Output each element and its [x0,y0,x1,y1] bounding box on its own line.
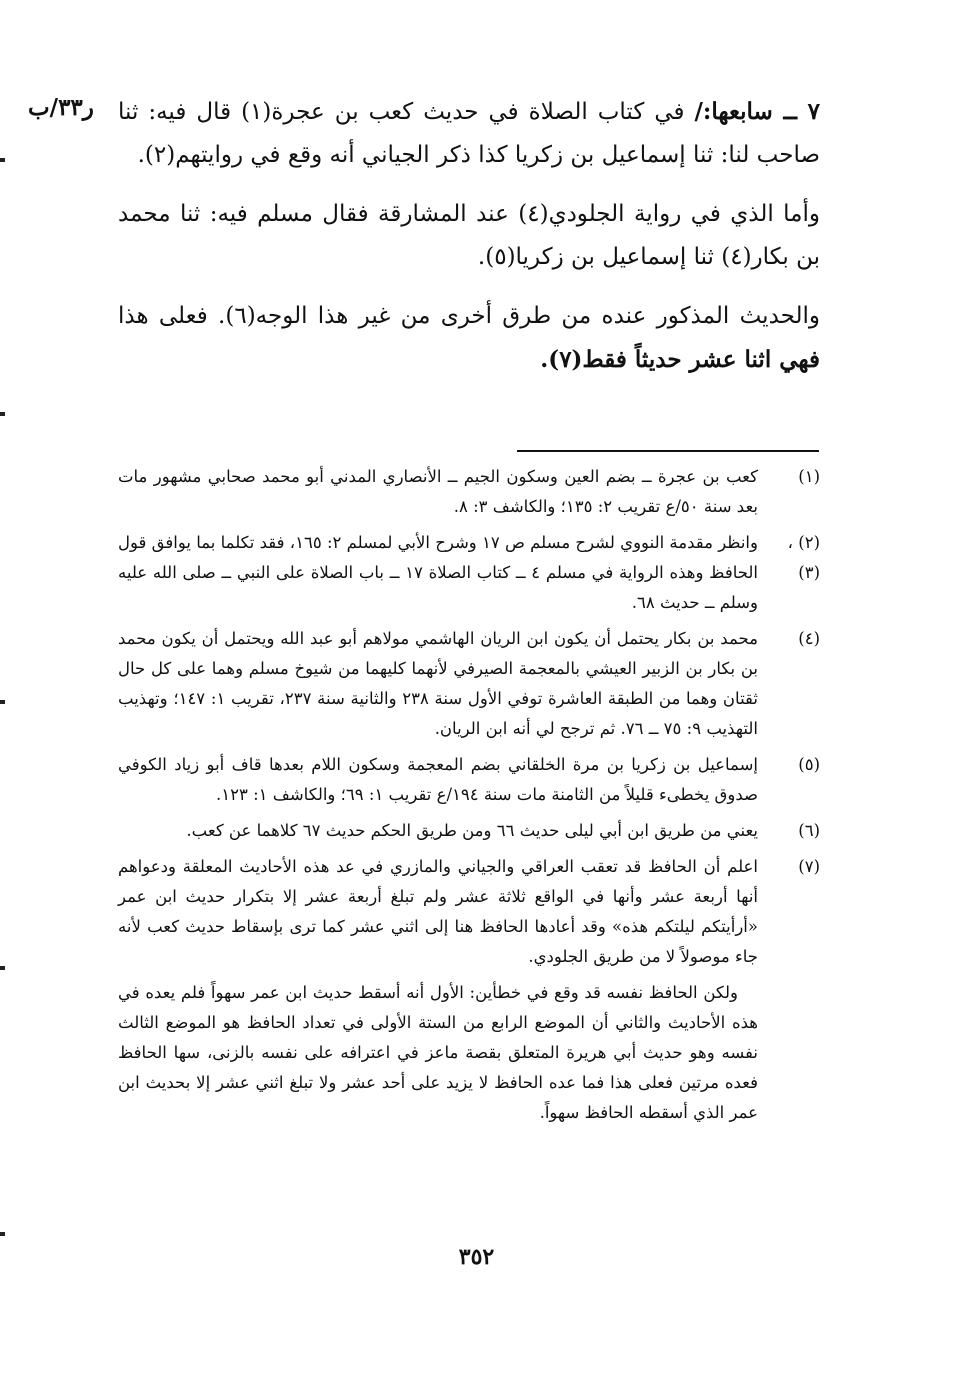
footnote-text: محمد بن بكار يحتمل أن يكون ابن الريان الهاشمي مولاهم أبو عبد الله ويحتمل أن يكون محمد بن بكار بن الزبير العيشي بالمعجمة الصيرفي لأنهما كليهما من شيوخ مسلم وهما على كل حال ثقتان وهما من الطبقة العاشرة توفي الأول سنة ٢٣٨ والثانية سنة ٢٣٧، تقريب ١: ١٤٧؛ وتهذيب التهذيب ٩: ٧٥ ــ ٧٦. ثم ترجح لي أنه ابن الريان. [118,629,758,738]
paragraph-jaloudi [118,193,820,279]
footnote-6 [118,816,820,846]
footnote-separator [517,450,819,452]
footnote-4 [118,624,820,744]
scan-edge-mark [0,158,5,162]
main-text [118,90,820,398]
footnote-number: (٢) ، (٣) [787,533,820,582]
footnote-7 [118,852,820,1128]
footnote-number: (٥) [798,755,820,774]
footnote-text: يعني من طريق ابن أبي ليلى حديث ٦٦ ومن طريق الحكم حديث ٦٧ كلاهما عن كعب. [186,821,758,840]
scan-edge-mark [0,1232,5,1236]
footnote-text: اعلم أن الحافظ قد تعقب العراقي والجياني والمازري في عد هذه الأحاديث المعلقة ودعواهم أنها أربعة عشر وأنها في الواقع ثلاثة عشر ولم تبلغ أربعة عشر إلا بتكرار حديث ابن عمر «أرأيتكم ليلتكم هذه» وقد أعادها الحافظ هنا إلى اثني عشر كما ترى بإسقاط حديث كعب لأنه جاء موصولاً لا من طريق الجلودي. [118,857,758,966]
scan-edge-mark [0,700,5,704]
footnote-number: (٧) [798,857,820,876]
scan-edge-mark [0,412,5,416]
footnote-1 [118,462,820,522]
footnote-text: إسماعيل بن زكريا بن مرة الخلقاني بضم المعجمة وسكون اللام بعدها قاف أبو زياد الكوفي صدوق يخطىء قليلاً من الثامنة مات سنة ١٩٤/ع تقريب ١: ٦٩؛ والكاشف ١: ١٢٣. [118,755,758,804]
footnote-5 [118,750,820,810]
manuscript-folio-ref: ر٣٣/ب [28,94,94,121]
conclusion-bold: فهي اثنا عشر حديثاً فقط(٧). [540,346,820,373]
footnotes [118,462,820,1134]
paragraph-text: والحديث المذكور عنده من طرق أخرى من غير هذا الوجه(٦). فعلى هذا [118,303,820,329]
scan-edge-mark [0,966,5,970]
footnote-2-3 [118,528,820,618]
footnote-text: وانظر مقدمة النووي لشرح مسلم ص ١٧ وشرح الأبي لمسلم ٢: ١٦٥، فقد تكلما بما يوافق قول الحافظ وهذه الرواية في مسلم ٤ ــ كتاب الصلاة ١٧ ــ باب الصلاة على النبي ــ صلى الله عليه وسلم ــ حديث ٦٨. [118,533,758,612]
paragraph-text: في كتاب الصلاة في حديث كعب بن عجرة(١) قال فيه: ثنا صاحب لنا: ثنا إسماعيل بن زكريا كذا ذكر الجياني أنه وقع في روايتهم(٢). [118,99,820,168]
paragraph-conclusion [118,295,820,382]
footnote-number: (٤) [798,629,820,648]
footnote-number: (١) [798,467,820,486]
paragraph-text: وأما الذي في رواية الجلودي(٤) عند المشارقة فقال مسلم فيه: ثنا محمد بن بكار(٤) ثنا إسماعيل بن زكريا(٥). [118,201,820,270]
footnote-continuation: ولكن الحافظ نفسه قد وقع في خطأين: الأول أنه أسقط حديث ابن عمر سهواً فلم يعده في هذه الأحاديث والثاني أن الموضع الرابع من الستة الأولى في تعداد الحافظ هو الموضع الثالث نفسه وهو حديث أبي هريرة المتعلق بقصة ماعز في اعترافه على نفسه بالزنى، سها الحافظ فعده مرتين فعلى هذا فما عده الحافظ لا يزيد على أحد عشر ولا تبلغ اثني عشر إلا بحديث ابن عمر الذي أسقطه الحافظ سهواً. [118,983,758,1122]
paragraph-seventh [118,90,820,177]
page-number: ٣٥٢ [458,1244,495,1270]
footnote-number: (٦) [798,821,820,840]
item-number: ٧ ــ سابعها:/ [694,98,820,125]
footnote-text: كعب بن عجرة ــ بضم العين وسكون الجيم ــ الأنصاري المدني أبو محمد صحابي مشهور مات بعد سنة ٥٠/ع تقريب ٢: ١٣٥؛ والكاشف ٣: ٨. [118,467,758,516]
